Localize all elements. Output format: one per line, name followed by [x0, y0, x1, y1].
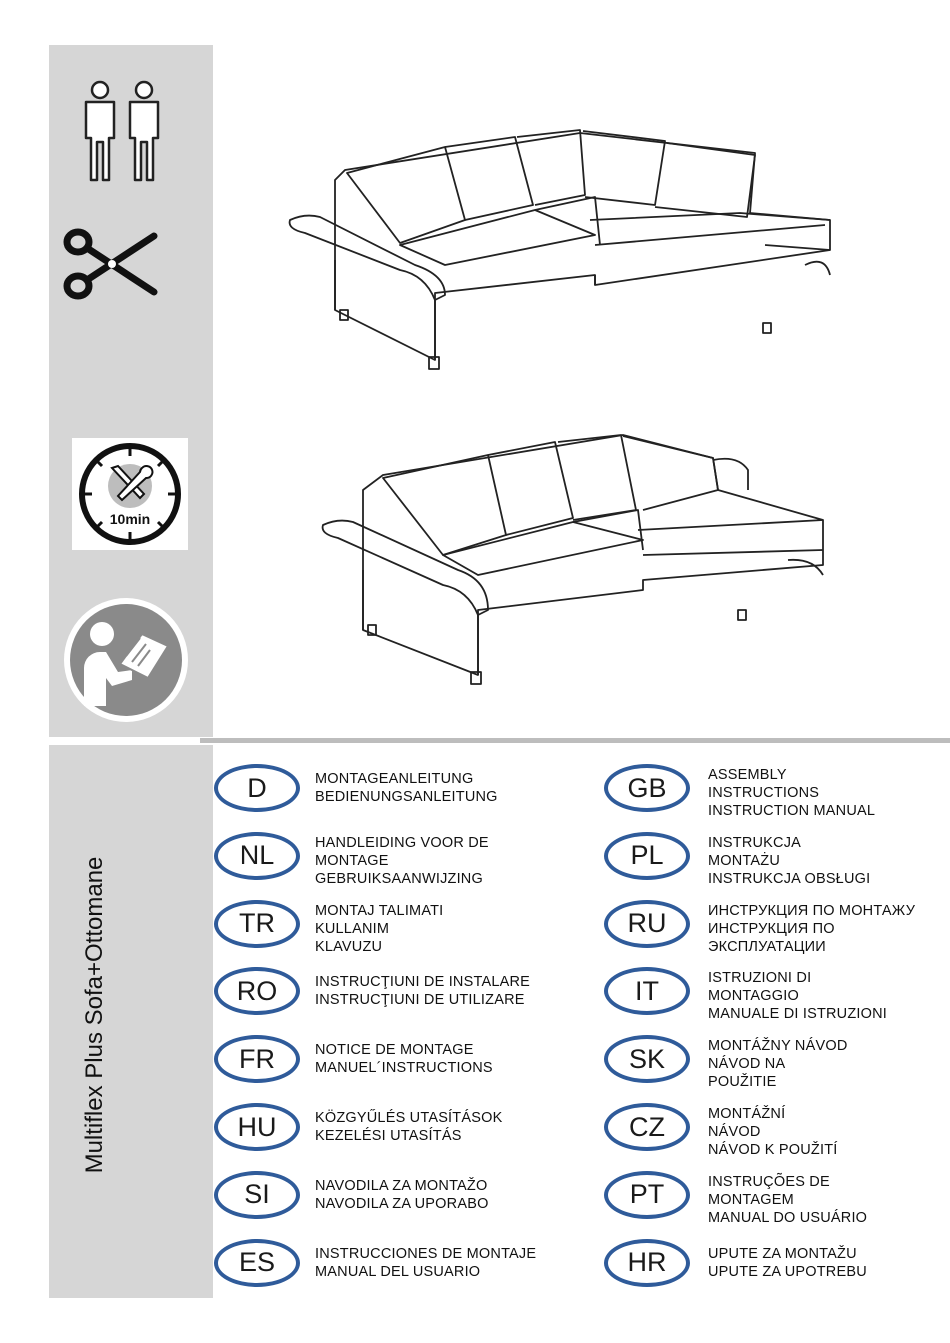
language-entry-it [604, 967, 944, 1027]
language-code-badge: TR [214, 900, 300, 948]
language-code-badge: SK [604, 1035, 690, 1083]
language-description [315, 834, 489, 888]
language-description-line: NÁVOD [708, 1124, 761, 1140]
language-description-line: MONTÁŽNÍ [708, 1106, 786, 1122]
language-description-line: BEDIENUNGSANLEITUNG [315, 789, 498, 805]
language-code-badge: NL [214, 832, 300, 880]
language-description-line: NÁVOD NA [708, 1056, 786, 1073]
language-description [315, 973, 530, 1009]
language-code-badge: CZ [604, 1103, 690, 1151]
language-description-line: MONTAGEANLEITUNG [315, 771, 474, 787]
language-code-badge: FR [214, 1035, 300, 1083]
language-description-line: KÖZGYŰLÉS UTASÍTÁSOK [315, 1110, 503, 1126]
section-divider [200, 738, 950, 743]
tools-clock-icon [72, 438, 188, 550]
language-description-line: MANUEL´INSTRUCTIONS [315, 1060, 493, 1077]
language-code-badge: GB [604, 764, 690, 812]
language-description [708, 969, 887, 1023]
language-description [315, 770, 498, 806]
language-description-line: INSTRUKCJA [708, 834, 802, 851]
language-description [708, 902, 915, 956]
language-description [708, 1173, 867, 1227]
language-description-line: MONTAGGIO [708, 988, 799, 1005]
two-persons-icon [78, 80, 174, 182]
language-description-line: INSTRUCCIONES DE MONTAJE [315, 1245, 537, 1262]
language-description-line: UPUTE ZA UPOTREBU [708, 1263, 867, 1280]
language-description [708, 834, 870, 888]
language-entry-d [214, 764, 554, 824]
language-description-line: INSTRUCTIONS [708, 785, 820, 801]
language-description-line: NAVODILA ZA MONTAŽO [315, 1177, 488, 1194]
product-title-text: Multiflex Plus Sofa+Ottomane [81, 856, 108, 1174]
language-description-line: ISTRUZIONI DI [708, 970, 812, 987]
language-entry-sk [604, 1035, 944, 1095]
sofa-illustration-default [285, 125, 840, 375]
language-description [315, 1109, 502, 1145]
language-description [708, 766, 875, 820]
language-description-line: ИНСТРУКЦИЯ ПО МОНТАЖУ [708, 902, 916, 919]
scissors-icon [62, 226, 158, 302]
language-entry-hu [214, 1103, 554, 1163]
language-description-line: KLAVUZU [315, 938, 383, 955]
language-entry-ro [214, 967, 554, 1027]
language-entry-gb [604, 764, 944, 824]
language-code-badge: D [214, 764, 300, 812]
language-code-badge: RO [214, 967, 300, 1015]
language-entry-tr [214, 900, 554, 960]
language-description-line: MANUAL DO USUÁRIO [708, 1209, 868, 1226]
language-code-badge: HR [604, 1239, 690, 1287]
language-description-line: INSTRUCŢIUNI DE INSTALARE [315, 974, 531, 991]
language-description [315, 1245, 536, 1281]
language-description-line: NAVODILA ZA UPORABO [315, 1195, 489, 1212]
language-code-badge: ES [214, 1239, 300, 1287]
language-entry-fr [214, 1035, 554, 1095]
language-description-line: NÁVOD K POUŽITÍ [708, 1142, 838, 1158]
language-description-line: ЭКСПЛУАТАЦИИ [708, 938, 826, 955]
title-sidebar [49, 745, 213, 1298]
language-description-line: ИНСТРУКЦИЯ ПО [708, 920, 835, 937]
language-code-badge: PT [604, 1171, 690, 1219]
language-description-line: MONTAGE [315, 852, 389, 869]
language-description [708, 1037, 848, 1091]
language-description-line: MONTAŻU [708, 852, 781, 869]
language-description-line: MANUALE DI ISTRUZIONI [708, 1006, 888, 1023]
language-description-line: MONTÁŽNY NÁVOD [708, 1038, 848, 1055]
language-description [708, 1105, 838, 1159]
language-description-line: INSTRUCTION MANUAL [708, 803, 876, 819]
language-entry-si [214, 1171, 554, 1231]
language-description [708, 1245, 867, 1281]
language-entry-nl [214, 832, 554, 892]
language-description-line: KEZELÉSI UTASÍTÁS [315, 1128, 462, 1144]
language-description-line: POUŽITIE [708, 1074, 777, 1091]
language-description-line: KULLANIM [315, 920, 390, 937]
language-code-badge: HU [214, 1103, 300, 1151]
language-description-line: MONTAJ TALIMATI [315, 902, 444, 919]
language-description [315, 1041, 493, 1077]
language-code-badge: SI [214, 1171, 300, 1219]
language-entry-pl [604, 832, 944, 892]
language-description-line: UPUTE ZA MONTAŽU [708, 1245, 857, 1262]
language-description-line: ASSEMBLY [708, 767, 787, 783]
read-manual-icon [62, 594, 190, 726]
language-description-line: NOTICE DE MONTAGE [315, 1042, 474, 1059]
language-code-badge: RU [604, 900, 690, 948]
language-code-badge: PL [604, 832, 690, 880]
language-description-line: MONTAGEM [708, 1191, 794, 1208]
language-entry-pt [604, 1171, 944, 1231]
language-description-line: INSTRUCŢIUNI DE UTILIZARE [315, 992, 525, 1009]
language-entry-cz [604, 1103, 944, 1163]
language-code-badge: IT [604, 967, 690, 1015]
language-description-line: HANDLEIDING VOOR DE [315, 834, 489, 851]
language-description [315, 1177, 489, 1213]
sofa-illustration-extended [318, 430, 833, 685]
language-description-line: INSTRUKCJA OBSŁUGI [708, 870, 871, 887]
language-description-line: MANUAL DEL USUARIO [315, 1263, 481, 1280]
language-entry-ru [604, 900, 944, 960]
language-description-line: GEBRUIKSAANWIJZING [315, 870, 483, 887]
language-entry-hr [604, 1239, 944, 1299]
language-description [315, 902, 443, 956]
language-description-line: INSTRUÇÕES DE [708, 1173, 830, 1190]
time-label: 10min [109, 511, 151, 527]
language-entry-es [214, 1239, 554, 1299]
